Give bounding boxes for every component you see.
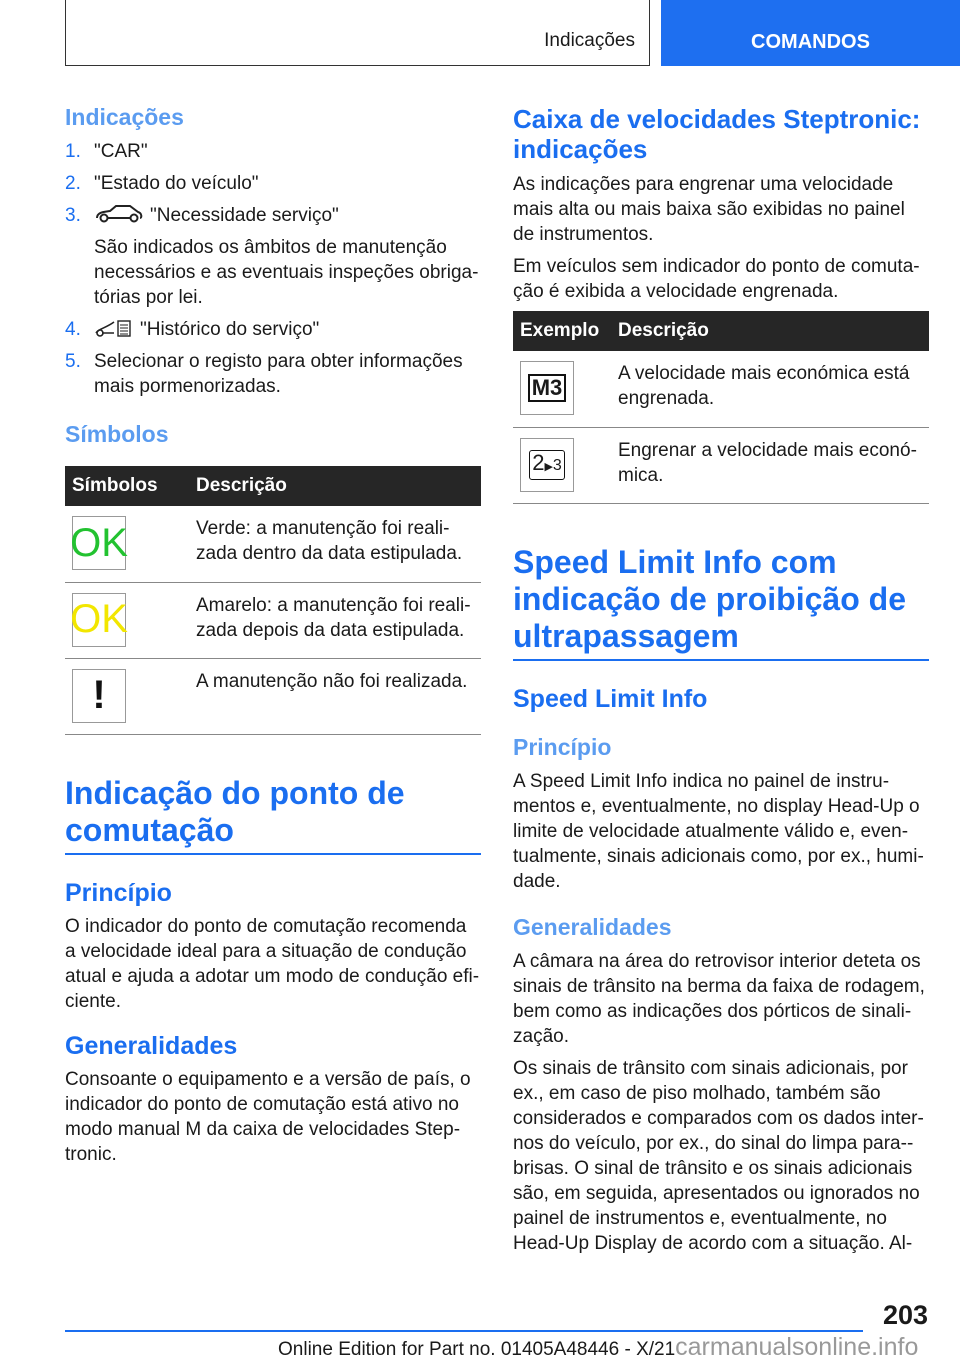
watermark: carmanualsonline.info bbox=[675, 1333, 919, 1361]
left-column bbox=[65, 104, 481, 1174]
current-gear: 2 bbox=[532, 449, 545, 475]
item-text: "CAR" bbox=[94, 141, 148, 162]
principio-text: O indicador do ponto de comutação recomenda a velocidade ideal para a situação de condução atual e ajuda a adotar um modo de condução eficiente. bbox=[65, 915, 480, 1012]
item-text: Selecionar o registo para obter informações mais pormenorizadas. bbox=[94, 351, 463, 397]
list-item bbox=[65, 317, 481, 342]
description: Amarelo: a manutenção foi realizada depois da data estipulada. bbox=[189, 582, 481, 658]
chapter-tab[interactable] bbox=[661, 0, 960, 66]
column-header: Exemplo bbox=[513, 311, 611, 351]
footer-rule bbox=[65, 1330, 863, 1332]
symbols-table bbox=[65, 466, 481, 735]
gear-m3-icon bbox=[520, 361, 574, 415]
header-section: Indicações bbox=[544, 30, 635, 51]
generalidades-heading: Generalidades bbox=[65, 1031, 238, 1060]
column-header: Símbolos bbox=[65, 466, 189, 506]
indicacoes-list bbox=[65, 139, 481, 399]
principio-text: A Speed Limit Info indica no painel de instrumentos e, eventualmente, no display Head-Up o limite de velocidade atualmente válido e, eventualmente, sinais adicionais como, por ex., humidade. bbox=[513, 770, 924, 892]
car-icon bbox=[94, 204, 144, 224]
principio-heading: Princípio bbox=[513, 733, 612, 760]
indicacoes-heading: Indicações bbox=[65, 104, 184, 130]
service-history-icon bbox=[94, 318, 134, 338]
description: A velocidade mais económica está engrenada. bbox=[611, 351, 929, 427]
item-number: 2. bbox=[65, 173, 81, 194]
steptronic-heading: Caixa de velocidades Steptronic: indicações bbox=[513, 104, 921, 164]
description: A manutenção não foi realizada. bbox=[189, 658, 481, 734]
table-row bbox=[513, 427, 929, 503]
table-row bbox=[65, 658, 481, 734]
right-column bbox=[513, 104, 929, 1263]
simbolos-heading: Símbolos bbox=[65, 421, 169, 447]
paragraph: A câmara na área do retrovisor interior deteta os sinais de trânsito na berma da faixa de rodagem, bem como as indicações dos pórticos de sinalização. bbox=[513, 950, 925, 1047]
description: Engrenar a velocidade mais económica. bbox=[611, 427, 929, 503]
footer bbox=[278, 1333, 918, 1362]
shift-up-icon: 2▶3 bbox=[520, 438, 574, 492]
table-row bbox=[65, 582, 481, 658]
item-number: 5. bbox=[65, 351, 81, 372]
principio-heading: Princípio bbox=[65, 878, 172, 907]
list-item bbox=[65, 203, 481, 310]
list-item bbox=[65, 171, 481, 196]
section-title: Speed Limit Info com indicação de proibição de ultrapassagem bbox=[513, 544, 929, 661]
gear-label: M3 bbox=[528, 374, 567, 402]
column-header: Descrição bbox=[611, 311, 929, 351]
item-text: "Histórico do serviço" bbox=[140, 319, 320, 340]
item-text: "Necessidade serviço" bbox=[150, 205, 339, 226]
list-item bbox=[65, 349, 481, 399]
item-number: 3. bbox=[65, 205, 81, 226]
sli-heading: Speed Limit Info bbox=[513, 684, 708, 713]
item-text: "Estado do veículo" bbox=[94, 173, 259, 194]
page-number: 203 bbox=[882, 1300, 928, 1330]
table-row bbox=[65, 506, 481, 582]
item-number: 4. bbox=[65, 319, 81, 340]
paragraph: As indicações para engrenar uma velocidade mais alta ou mais baixa são exibidas no painel de instrumentos. bbox=[513, 174, 905, 245]
paragraph: Em veículos sem indicador do ponto de comutação é exibida a velocidade engrenada. bbox=[513, 256, 920, 302]
chapter-label: COMANDOS bbox=[751, 31, 870, 53]
generalidades-text: Consoante o equipamento e a versão de país, o indicador do ponto de comutação está ativo no modo manual M da caixa de velocidades Steptronic. bbox=[65, 1068, 471, 1165]
item-subtext: São indicados os âmbitos de manutenção necessários e as eventuais inspeções obrigatórias por lei. bbox=[94, 237, 479, 308]
table-row bbox=[513, 351, 929, 427]
gear-table bbox=[513, 311, 929, 504]
item-number: 1. bbox=[65, 141, 81, 162]
warning-exclamation-icon: ! bbox=[72, 669, 126, 723]
description: Verde: a manutenção foi realizada dentro da data estipulada. bbox=[189, 506, 481, 582]
ok-yellow-icon: OK bbox=[72, 593, 126, 647]
target-gear: 3 bbox=[552, 456, 562, 474]
list-item bbox=[65, 139, 481, 164]
paragraph: Os sinais de trânsito com sinais adicionais, por ex., em caso de piso molhado, também são considerados e comparados com os dados internos do veículo, por ex., do sinal do limpa para--brisas. O sinal de trânsito e os sinais adicionais são, em seguida, apresentados ou ignorados no painel de instrumentos e, eventualmente, no Head-Up Display de acordo com a situação. Al- bbox=[513, 1057, 924, 1254]
column-header: Descrição bbox=[189, 466, 481, 506]
edition-text: Online Edition for Part no. 01405A48446 - X/21 bbox=[278, 1339, 676, 1360]
ok-green-icon: OK bbox=[72, 516, 126, 570]
section-title: Indicação do ponto de comutação bbox=[65, 775, 481, 855]
generalidades-heading: Generalidades bbox=[513, 913, 672, 940]
